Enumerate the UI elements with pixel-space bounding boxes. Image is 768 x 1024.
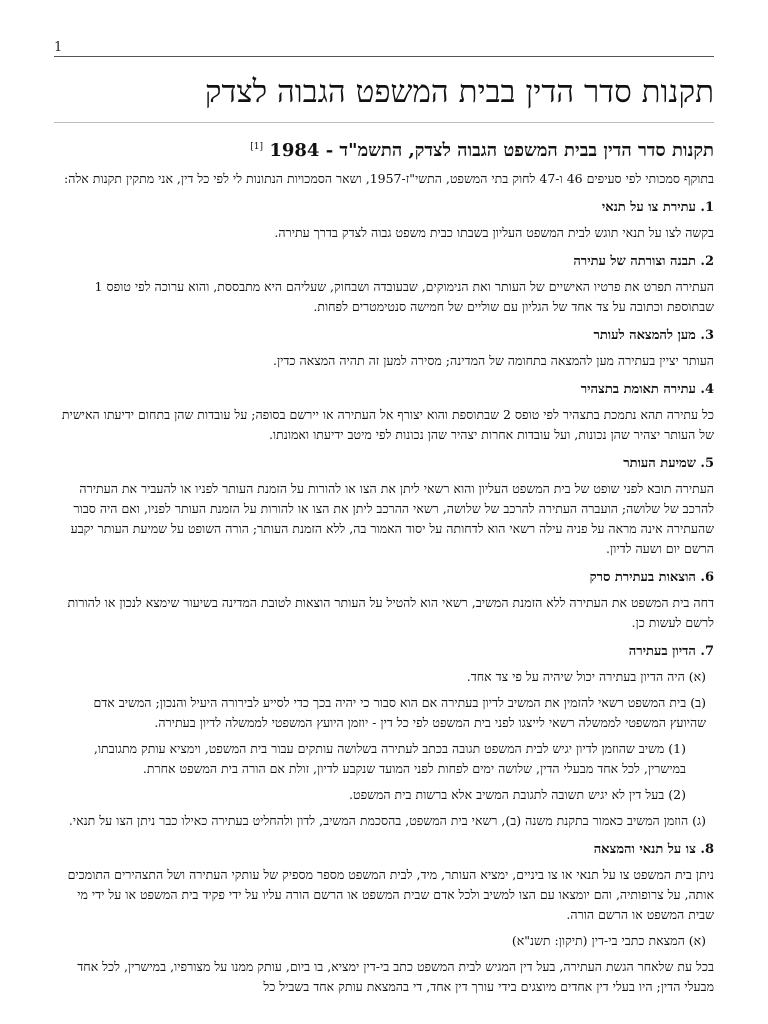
subsection-paragraph: (א) היה הדיון בעתירה יכול שיהיה על פי צד אחד. — [466, 668, 706, 684]
section-paragraph: העותר יציין בעתירה מען להמצאה בתחומה של המדינה; מסירה למען זה תהיה המצאה כדין. — [272, 352, 714, 368]
sections-container — [54, 199, 714, 997]
page-number: 1 — [54, 40, 63, 55]
section-heading: 8. צו על תנאי והמצאה — [593, 841, 714, 857]
section-heading: 2. תבנה וצורתה של עתירה — [573, 253, 714, 269]
section-paragraph: בקשה לצו על תנאי תוגש לבית המשפט העליון בשבתו כבית משפט גבוה לצדק בדרך עתירה. — [274, 224, 714, 240]
header-rule — [54, 56, 714, 57]
section-paragraph: ניתן בית המשפט צו על תנאי או צו ביניים, ימציא העותר, מיד, לבית המשפט מספר מספיק של עותקי העתירה ושל התצהירים התומכים אותה, על צרופותיה, והם יומצאו עם הצו למשיב ולכל אדם שבית המשפט או הרשם הורה עליו על ידי פקיד בית המשפט או על ידי מי שבית המשפט או הרשם הורה. — [67, 866, 714, 922]
section-paragraph: העתירה תובא לפני שופט של בית המשפט העליון והוא רשאי ליתן את הצו או להורות על הזמנת העותר לפניו או להעביר את העתירה להרכב של שלושה; הועברה העתירה להרכב של שלושה, רשאי ההרכב ליתן את הצו או להורות על הזמנת העותר לפניו, ואם היה סבור שהעתירה אינה מראה על פניה עילה רשאי הוא לדחותה על יסוד האמור בה, ללא הזמנת העותר; הורה השופט על שמיעת העותר יקבע הרשם יום ושעה לדיון. — [70, 480, 714, 556]
subsection-paragraph: (ג) הוזמן המשיב כאמור בתקנת משנה (ב), רשאי בית המשפט, בהסכמת המשיב, לדון ולהחליט בעתירה כאילו כבר ניתן הצו על תנאי. — [68, 812, 706, 828]
subsection-paragraph: (1) משיב שהוזמן לדיון יגיש לבית המשפט תגובה בכתב לעתירה בשלושה עותקים עבור בית המשפט, וימציא עותק מתגובתו, במישרין, לכל אחד מבעלי הדין, שלושה ימים לפחות לפני המועד שנקבע לדיון, זולת אם הורה בית המשפט אחרת. — [93, 740, 686, 776]
document-body — [54, 62, 714, 1024]
regulation-heading — [54, 139, 714, 162]
subsection-paragraph: (ב) בית המשפט רשאי להזמין את המשיב לדיון בעתירה אם הוא סבור כי יהיה בכך כדי לסייע לבירורה היעיל והנכון; המשיב אדם שהיועץ המשפטי לממשלה רשאי לייצגו לפני בית המשפט לפי כל דין - יוזמן היועץ המשפטי לממשלה לדיון בעתירה. — [93, 694, 706, 730]
section-paragraph: העתירה תפרט את פרטיו האישיים של העותר ואת הנימוקים, שבעובדה ושבחוק, שעליהם היא מתבססת, והוא ערוכה לפי טופס 1 שבתוספת וכתובה על צד אחד של הגליון עם שוליים של חמישה סנטימטרים לפחות. — [94, 278, 714, 314]
section-paragraph: כל עתירה תהא נתמכת בתצהיר לפי טופס 2 שבתוספת והוא יצורף אל העתירה או יירשם בסופה; על עובדות שהן בתחום ידיעתו האישית של העותר יצהיר שהן נכונות, ועל עובדות אחרות יצהיר שהן נכונות לפי מיטב ידיעתו ואמונתו. — [61, 406, 714, 442]
section-heading: 3. מען להמצאה לעותר — [593, 327, 714, 343]
page-title: תקנות סדר הדין בבית המשפט הגבוה לצדק — [54, 72, 714, 123]
section-heading: 1. עתירת צו על תנאי — [601, 199, 714, 215]
section-paragraph: דחה בית המשפט את העתירה ללא הזמנת המשיב, רשאי הוא להטיל על העותר הוצאות לטובת המדינה בשיעור שימצא לנכון או להורות לרשם לעשות כן. — [67, 594, 714, 630]
section-heading: 7. הדיון בעתירה — [628, 643, 714, 659]
subsection-paragraph: (א) המצאת כתבי בי-דין (תיקון: תשנ"א) — [511, 932, 706, 948]
footnote-link[interactable]: [1] — [250, 142, 264, 153]
subsection-paragraph: (2) בעל דין לא יגיש תשובה לתגובת המשיב אלא ברשות בית המשפט. — [349, 786, 686, 802]
section-heading: 6. הוצאות בעתירת סרק — [589, 569, 714, 585]
section-heading: 4. עתירה תאומת בתצהיר — [580, 381, 714, 397]
section-paragraph: בכל עת שלאחר הגשת העתירה, בעל דין המגיש לבית המשפט כתב בי-דין ימציא, בו ביום, עותק ממנו על מצורפיו, במישרין, לכל אחד מבעלי הדין; היו בעלי דין אחדים מיוצגים בידי עורך דין אחד, די בהמצאת עותק אחד בשביל כל — [77, 958, 714, 994]
intro-paragraph: בתוקף סמכותי לפי סעיפים 46 ו-47 לחוק בתי המשפט, התשי"ז-1957, ושאר הסמכויות הנתונות לי לפי כל דין, אני מתקין תקנות אלה: — [64, 170, 714, 186]
section-heading: 5. שמיעת העותר — [623, 455, 714, 471]
regulation-heading-text: תקנות סדר הדין בבית המשפט הגבוה לצדק, התשמ"ד - 1984 — [269, 140, 714, 162]
